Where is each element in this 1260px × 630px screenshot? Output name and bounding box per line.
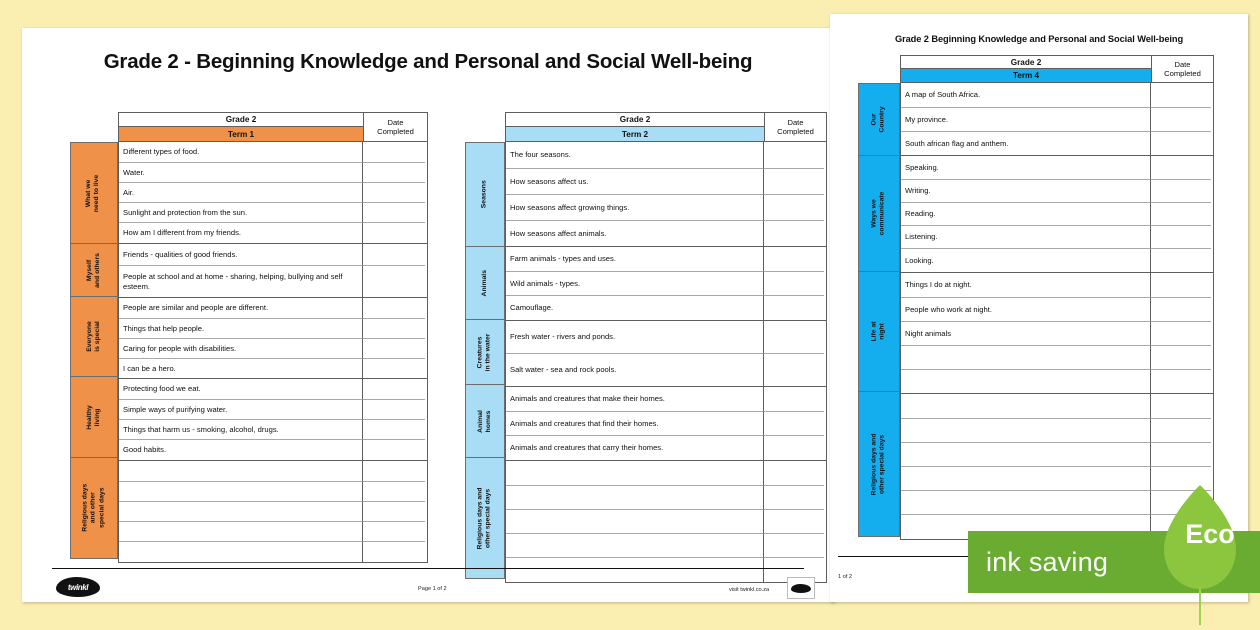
category-label: Seasons	[480, 180, 488, 209]
topic-cell: Caring for people with disabilities.	[119, 338, 362, 358]
page-number-2: 1 of 2	[838, 574, 852, 580]
table-row[interactable]	[901, 202, 1213, 225]
topic-cell: Air.	[119, 182, 362, 202]
topic-cell: Farm animals - types and uses.	[510, 254, 616, 264]
table-row[interactable]	[506, 509, 826, 533]
footer-divider-1	[52, 568, 804, 569]
table-row[interactable]	[119, 501, 427, 521]
table-row[interactable]	[901, 297, 1213, 321]
topic-cell: People who work at night.	[901, 297, 1150, 321]
date-completed-cell[interactable]	[763, 353, 824, 386]
date-completed-cell[interactable]	[1150, 297, 1211, 321]
date-completed-cell[interactable]	[1150, 345, 1211, 369]
date-completed-cell[interactable]	[763, 271, 824, 295]
date-completed-cell[interactable]	[1150, 369, 1211, 393]
table-header	[118, 112, 428, 142]
topic-cell	[506, 485, 763, 509]
category-group	[505, 387, 827, 461]
category-cell	[858, 83, 900, 156]
category-cell	[70, 457, 118, 559]
table-row[interactable]	[901, 131, 1213, 155]
topic-cell: Good habits.	[119, 439, 362, 460]
header-grade: Grade 2	[118, 112, 364, 127]
topic-cell: Animals and creatures that carry their homes.	[506, 435, 763, 460]
table-row[interactable]	[901, 394, 1213, 418]
date-completed-cell[interactable]	[763, 321, 824, 353]
table-row[interactable]	[506, 435, 826, 460]
topic-cell: Things that help people.	[119, 318, 362, 338]
category-label: Creatures in the water	[476, 333, 492, 372]
topic-cell	[119, 521, 362, 541]
category-label: Animal homes	[476, 409, 492, 433]
twinkl-badge-1	[787, 577, 815, 599]
header-term: Term 4	[900, 69, 1152, 83]
table-row[interactable]	[901, 107, 1213, 131]
table-row[interactable]	[506, 168, 826, 194]
table-row[interactable]	[119, 298, 427, 318]
category-column-spacer	[858, 55, 900, 83]
table-row[interactable]	[119, 541, 427, 562]
table-row[interactable]	[119, 222, 427, 243]
table-row[interactable]	[506, 557, 826, 582]
topic-cell	[901, 394, 1150, 418]
date-completed-cell[interactable]	[1150, 273, 1211, 297]
topic-cell: Animals and creatures that make their homes.	[510, 394, 665, 404]
category-group	[118, 298, 428, 379]
date-completed-cell[interactable]	[1150, 418, 1211, 442]
category-label: Ways we communicate	[870, 191, 887, 236]
topic-cell: My province.	[901, 107, 1150, 131]
page-number-1: Page 1 of 2	[418, 586, 447, 592]
topic-cell: Camouflage.	[506, 295, 763, 320]
table-row[interactable]	[119, 379, 427, 399]
table-row[interactable]	[506, 411, 826, 435]
table-row[interactable]	[119, 162, 427, 182]
date-completed-cell[interactable]	[763, 168, 824, 194]
table-header-left	[505, 112, 765, 142]
table-row[interactable]	[119, 318, 427, 338]
checklist-grid	[505, 112, 827, 583]
header-date-line1: Date	[787, 117, 804, 127]
topic-cell: A map of South Africa.	[905, 90, 981, 100]
table-row[interactable]	[119, 481, 427, 501]
date-completed-cell[interactable]	[362, 162, 425, 182]
table-row[interactable]	[901, 179, 1213, 202]
eco-leaf-icon	[1164, 485, 1236, 630]
category-group	[118, 461, 428, 563]
date-completed-cell[interactable]	[1150, 107, 1211, 131]
category-label: Our Country	[870, 106, 886, 133]
header-date-line2: Completed	[377, 127, 414, 136]
category-label: Everyone is special	[85, 321, 101, 352]
table-row[interactable]	[901, 369, 1213, 393]
category-column	[465, 112, 505, 579]
topic-cell: Fresh water - rivers and ponds.	[510, 332, 616, 342]
topic-cell	[119, 461, 362, 481]
table-row[interactable]	[901, 442, 1213, 466]
table-row[interactable]	[506, 194, 826, 220]
date-completed-cell[interactable]	[362, 182, 425, 202]
category-group	[900, 83, 1214, 156]
category-column	[70, 112, 118, 559]
category-group	[118, 142, 428, 244]
page-sheet-1	[22, 28, 834, 602]
date-completed-cell[interactable]	[1150, 248, 1211, 272]
date-completed-cell[interactable]	[362, 265, 425, 297]
date-completed-cell[interactable]	[763, 295, 824, 320]
category-column-spacer	[70, 112, 118, 142]
topic-cell	[506, 533, 763, 557]
date-completed-cell[interactable]	[763, 509, 824, 533]
topic-cell: Sunlight and protection from the sun.	[119, 202, 362, 222]
table-row[interactable]	[901, 156, 1213, 179]
twinkl-logo-1: twinkl	[56, 577, 100, 597]
category-cell	[70, 243, 118, 297]
topic-cell: The four seasons.	[510, 150, 571, 160]
table-row[interactable]	[901, 225, 1213, 248]
category-cell	[465, 142, 505, 247]
topic-cell: Simple ways of purifying water.	[119, 399, 362, 419]
page-title-2: Grade 2 Beginning Knowledge and Personal and Social Well-being	[894, 34, 1184, 44]
topic-cell	[901, 345, 1150, 369]
topic-cell: Listening.	[901, 225, 1150, 248]
date-completed-cell[interactable]	[1150, 394, 1211, 418]
date-completed-cell[interactable]	[362, 521, 425, 541]
category-cell	[858, 391, 900, 537]
date-completed-cell[interactable]	[362, 419, 425, 439]
topic-cell: How seasons affect animals.	[506, 220, 763, 246]
category-group	[505, 142, 827, 247]
category-cell	[465, 246, 505, 320]
header-term: Term 1	[118, 127, 364, 142]
table-row[interactable]	[119, 338, 427, 358]
table-row[interactable]	[506, 533, 826, 557]
topic-cell: Things that harm us - smoking, alcohol, drugs.	[119, 419, 362, 439]
topic-cell: Protecting food we eat.	[123, 384, 201, 394]
checklist-grid	[900, 55, 1214, 540]
header-date-completed	[1152, 55, 1214, 83]
table-row[interactable]	[119, 202, 427, 222]
topic-cell: Wild animals - types.	[506, 271, 763, 295]
topic-cell	[506, 509, 763, 533]
category-label: Religious days and other special days	[81, 484, 106, 533]
date-completed-cell[interactable]	[362, 318, 425, 338]
date-completed-cell[interactable]	[1150, 83, 1211, 107]
category-cell	[858, 155, 900, 272]
topic-cell: How seasons affect growing things.	[506, 194, 763, 220]
category-cell	[70, 142, 118, 244]
date-completed-cell[interactable]	[1150, 442, 1211, 466]
date-completed-cell[interactable]	[1150, 179, 1211, 202]
date-completed-cell[interactable]	[362, 358, 425, 378]
date-completed-cell[interactable]	[362, 142, 425, 162]
term-4-table	[858, 55, 1214, 540]
header-date-completed	[765, 112, 827, 142]
table-row[interactable]	[901, 418, 1213, 442]
table-row[interactable]	[506, 271, 826, 295]
date-completed-cell[interactable]	[763, 411, 824, 435]
date-completed-cell[interactable]	[362, 399, 425, 419]
table-row[interactable]	[506, 461, 826, 485]
date-completed-cell[interactable]	[1150, 156, 1211, 179]
category-group	[900, 273, 1214, 394]
topic-cell	[119, 541, 362, 562]
table-row[interactable]	[119, 265, 427, 297]
table-header-left	[118, 112, 364, 142]
date-completed-cell[interactable]	[763, 142, 824, 168]
term-2-table	[465, 112, 827, 583]
date-completed-cell[interactable]	[1150, 321, 1211, 345]
category-label: Animals	[480, 269, 488, 297]
category-cell	[858, 271, 900, 392]
category-group	[505, 321, 827, 387]
topic-cell: Looking.	[901, 248, 1150, 272]
category-label: Myself and others	[85, 252, 101, 288]
date-completed-cell[interactable]	[362, 439, 425, 460]
date-completed-cell[interactable]	[362, 338, 425, 358]
table-header-left	[900, 55, 1152, 83]
date-completed-cell[interactable]	[1150, 225, 1211, 248]
date-completed-cell[interactable]	[1150, 202, 1211, 225]
header-date-line1: Date	[387, 117, 404, 127]
table-row[interactable]	[506, 485, 826, 509]
category-label: Healthy living	[85, 404, 101, 430]
category-column	[858, 55, 900, 537]
category-group	[900, 156, 1214, 273]
date-completed-cell[interactable]	[362, 541, 425, 562]
table-row[interactable]	[119, 521, 427, 541]
date-completed-cell[interactable]	[1150, 131, 1211, 155]
date-completed-cell[interactable]	[763, 461, 824, 485]
category-group	[505, 461, 827, 583]
topic-cell	[506, 557, 763, 582]
header-date-line2: Completed	[777, 127, 814, 136]
date-completed-cell[interactable]	[763, 194, 824, 220]
category-cell	[465, 457, 505, 579]
table-row[interactable]	[119, 182, 427, 202]
topic-cell: How seasons affect us.	[506, 168, 763, 194]
date-completed-cell[interactable]	[362, 501, 425, 521]
topic-cell	[506, 461, 763, 485]
table-row[interactable]	[119, 399, 427, 419]
category-group	[118, 244, 428, 298]
topic-cell: How am I different from my friends.	[119, 222, 362, 243]
category-cell	[70, 376, 118, 458]
topic-cell	[901, 369, 1150, 393]
topic-cell	[901, 418, 1150, 442]
date-completed-cell[interactable]	[362, 379, 425, 399]
topic-cell: Writing.	[901, 179, 1150, 202]
topic-cell: People are similar and people are different.	[123, 303, 269, 313]
topic-cell: Different types of food.	[123, 147, 200, 157]
date-completed-cell[interactable]	[362, 222, 425, 243]
date-completed-cell[interactable]	[362, 202, 425, 222]
category-column-spacer	[465, 112, 505, 142]
category-group	[118, 379, 428, 461]
table-row[interactable]	[506, 220, 826, 246]
table-row[interactable]	[119, 461, 427, 481]
header-grade: Grade 2	[505, 112, 765, 127]
table-header	[900, 55, 1214, 83]
table-row[interactable]	[119, 439, 427, 460]
table-row[interactable]	[506, 321, 826, 353]
page-title: Grade 2 - Beginning Knowledge and Personal and Social Well-being	[103, 50, 753, 73]
table-row[interactable]	[901, 248, 1213, 272]
topic-cell: Night animals	[901, 321, 1150, 345]
category-cell	[465, 319, 505, 385]
date-completed-cell[interactable]	[763, 387, 824, 411]
table-row[interactable]	[506, 142, 826, 168]
topic-cell: I can be a hero.	[119, 358, 362, 378]
topic-cell: Reading.	[901, 202, 1150, 225]
table-row[interactable]	[506, 353, 826, 386]
table-row[interactable]	[119, 142, 427, 162]
topic-cell	[901, 490, 1150, 514]
table-row[interactable]	[119, 244, 427, 265]
category-label: What we need to live	[85, 174, 101, 212]
date-completed-cell[interactable]	[362, 461, 425, 481]
topic-cell: Speaking.	[905, 162, 939, 172]
table-row[interactable]	[506, 247, 826, 271]
topic-cell: Things I do at night.	[905, 280, 972, 290]
table-row[interactable]	[901, 83, 1213, 107]
date-completed-cell[interactable]	[763, 485, 824, 509]
table-header	[505, 112, 827, 142]
date-completed-cell[interactable]	[362, 481, 425, 501]
topic-cell	[901, 466, 1150, 490]
table-row[interactable]	[506, 387, 826, 411]
topic-cell	[119, 481, 362, 501]
twinkl-site-1: visit twinkl.co.za	[729, 587, 770, 593]
date-completed-cell[interactable]	[763, 247, 824, 271]
header-term: Term 2	[505, 127, 765, 142]
table-row[interactable]	[901, 321, 1213, 345]
table-row[interactable]	[901, 273, 1213, 297]
topic-cell: South african flag and anthem.	[901, 131, 1150, 155]
eco-label: Eco	[1185, 519, 1235, 549]
header-date-line1: Date	[1174, 59, 1191, 69]
table-row[interactable]	[506, 295, 826, 320]
category-label: Religious days and other special days	[476, 487, 493, 550]
table-row[interactable]	[119, 419, 427, 439]
category-group	[505, 247, 827, 321]
category-cell	[465, 384, 505, 458]
date-completed-cell[interactable]	[362, 244, 425, 265]
date-completed-cell[interactable]	[362, 298, 425, 318]
term-1-table	[70, 112, 428, 563]
topic-cell	[901, 442, 1150, 466]
category-label: Religious days and other special days	[870, 433, 887, 496]
header-grade: Grade 2	[900, 55, 1152, 69]
twinkl-blob-icon	[791, 584, 811, 593]
header-date-line2: Completed	[1164, 69, 1201, 78]
topic-cell: Animals and creatures that find their homes.	[506, 411, 763, 435]
date-completed-cell[interactable]	[763, 533, 824, 557]
topic-cell	[119, 501, 362, 521]
date-completed-cell[interactable]	[763, 220, 824, 246]
date-completed-cell[interactable]	[763, 435, 824, 460]
checklist-grid	[118, 112, 428, 563]
topic-cell: Salt water - sea and rock pools.	[506, 353, 763, 386]
table-row[interactable]	[901, 345, 1213, 369]
ink-saving-label: ink saving	[986, 546, 1109, 577]
category-label: Life at night	[870, 321, 886, 342]
topic-cell: Water.	[119, 162, 362, 182]
table-row[interactable]	[119, 358, 427, 378]
topic-cell: Friends - qualities of good friends.	[123, 249, 238, 259]
category-cell	[70, 296, 118, 377]
topic-cell: People at school and at home - sharing, helping, bullying and self esteem.	[119, 265, 362, 297]
header-date-completed	[364, 112, 428, 142]
